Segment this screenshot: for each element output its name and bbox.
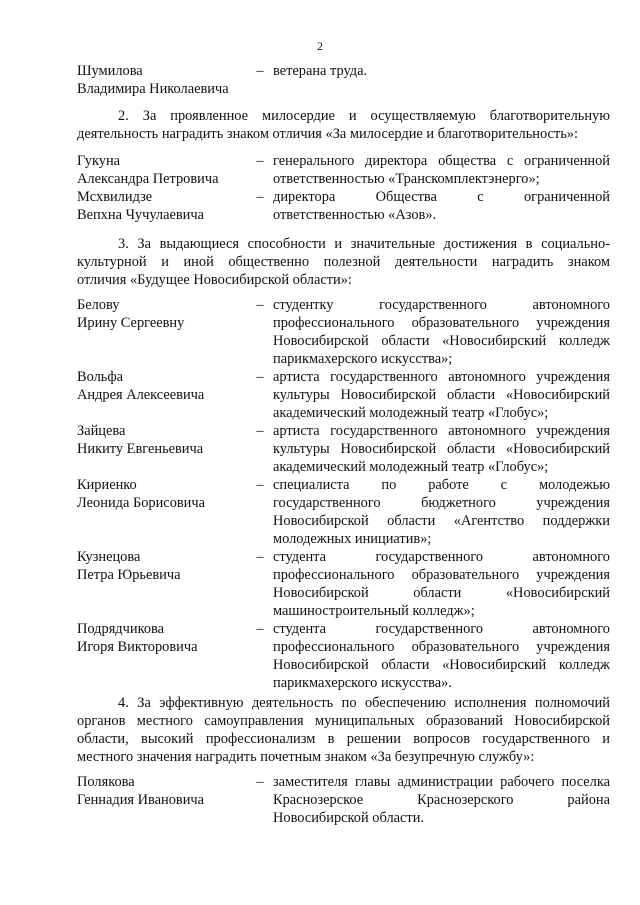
recipient-position (273, 62, 610, 80)
recipient-position-line: Краснозерское Краснозерского района (273, 792, 610, 808)
paragraph-line: отличия «Будущее Новосибирской области»: (77, 272, 352, 288)
recipient-position (273, 548, 610, 620)
dash-separator: – (256, 621, 264, 637)
paragraph-line: местного значения наградить почетным знаком «За безупречную службу»: (77, 749, 535, 765)
dash-separator: – (256, 63, 264, 79)
recipient-position-line: культуры Новосибирской области «Новосибирский (273, 387, 610, 403)
recipient-position-line: государственного бюджетного учреждения (273, 495, 610, 511)
recipient-name-line: Полякова (77, 774, 135, 790)
paragraph-line: 4. За эффективную деятельность по обеспечению исполнения полномочий (118, 695, 610, 711)
recipient-name-line: Гукуна (77, 153, 121, 169)
recipient-name-line: Петра Юрьевича (77, 567, 181, 583)
recipient-position (273, 152, 610, 188)
recipient-position-line: заместителя главы администрации рабочего поселка (273, 774, 610, 790)
paragraph-line: деятельность наградить знаком отличия «За милосердие и благотворительность»: (77, 126, 578, 142)
recipient-position-line: ответственностью «Азов». (273, 207, 437, 223)
section-paragraph (77, 694, 610, 766)
recipient-name-line: Кузнецова (77, 549, 141, 565)
recipient-name-line: Геннадия Ивановича (77, 792, 205, 808)
paragraph-line: 2. За проявленное милосердие и осуществляемую благотворительную (118, 108, 610, 124)
recipient-position-line: артиста государственного автономного учреждения (273, 423, 610, 439)
recipient-name-line: Вольфа (77, 369, 124, 385)
recipient-name (77, 422, 247, 458)
recipient-position-line: культуры Новосибирской области «Новосибирский (273, 441, 610, 457)
recipient-name-line: Александра Петровича (77, 171, 219, 187)
recipient-name-line: Игоря Викторовича (77, 639, 198, 655)
recipient-position-line: ветерана труда. (273, 63, 368, 79)
recipient-position-line: машиностроительный колледж»; (273, 603, 475, 619)
recipient-position (273, 368, 610, 422)
recipient-position-line: профессионального образовательного учреждения (273, 639, 610, 655)
recipient-name (77, 368, 247, 404)
dash-separator: – (256, 297, 264, 313)
recipient-position-line: студента государственного автономного (273, 549, 610, 565)
recipient-name (77, 62, 247, 98)
paragraph-line: области, высокий профессионализм в решении вопросов государственного и (77, 731, 610, 747)
recipient-position-line: парикмахерского искусства»; (273, 351, 453, 367)
recipient-position (273, 476, 610, 548)
recipient-position-line: ответственностью «Транскомплектэнерго»; (273, 171, 540, 187)
recipient-name (77, 476, 247, 512)
recipient-position-line: Новосибирской области «Агентство поддержки (273, 513, 610, 529)
recipient-position (273, 296, 610, 368)
recipient-position-line: студента государственного автономного (273, 621, 610, 637)
recipient-name-line: Ирину Сергеевну (77, 315, 185, 331)
recipient-position-line: студентку государственного автономного (273, 297, 610, 313)
recipient-name-line: Подрядчикова (77, 621, 165, 637)
dash-separator: – (256, 369, 264, 385)
recipient-position (273, 773, 610, 827)
recipient-position-line: профессионального образовательного учреждения (273, 567, 610, 583)
dash-separator: – (256, 153, 264, 169)
recipient-name (77, 188, 247, 224)
recipient-position-line: профессионального образовательного учреждения (273, 315, 610, 331)
recipient-position-line: артиста государственного автономного учреждения (273, 369, 610, 385)
recipient-position (273, 188, 610, 224)
paragraph-line: органов местного самоуправления муниципальных образований Новосибирской (77, 713, 610, 729)
paragraph-line: 3. За выдающиеся способности и значительные достижения в социально- (118, 236, 610, 252)
dash-separator: – (256, 477, 264, 493)
recipient-name-line: Кириенко (77, 477, 137, 493)
recipient-name (77, 773, 247, 809)
recipient-name-line: Мсхвилидзе (77, 189, 153, 205)
recipient-name-line: Белову (77, 297, 120, 313)
recipient-name-line: Шумилова (77, 63, 143, 79)
recipient-position (273, 620, 610, 692)
recipient-name-line: Владимира Николаевича (77, 81, 229, 97)
recipient-position-line: специалиста по работе с молодежью (273, 477, 610, 493)
recipient-name-line: Андрея Алексеевича (77, 387, 205, 403)
recipient-name-line: Никиту Евгеньевича (77, 441, 204, 457)
section-paragraph (77, 107, 610, 143)
recipient-name-line: Леонида Борисовича (77, 495, 206, 511)
dash-separator: – (256, 423, 264, 439)
recipient-position-line: Новосибирской области «Новосибирский (273, 585, 610, 601)
recipient-name (77, 296, 247, 332)
recipient-name-line: Вепхна Чучулаевича (77, 207, 204, 223)
page-number: 2 (317, 39, 323, 53)
recipient-position-line: Новосибирской области «Новосибирский колледж (273, 333, 610, 349)
recipient-position-line: молодежных инициатив»; (273, 531, 432, 547)
recipient-position-line: генерального директора общества с ограниченной (273, 153, 610, 169)
dash-separator: – (256, 189, 264, 205)
dash-separator: – (256, 549, 264, 565)
recipient-position-line: академический молодежный театр «Глобус»; (273, 405, 549, 421)
recipient-name (77, 152, 247, 188)
recipient-position-line: академический молодежный театр «Глобус»; (273, 459, 549, 475)
recipient-position-line: директора Общества с ограниченной (273, 189, 610, 205)
paragraph-line: культурной и иной общественно полезной деятельности наградить знаком (77, 254, 610, 270)
recipient-position-line: парикмахерского искусства». (273, 675, 452, 691)
dash-separator: – (256, 774, 264, 790)
recipient-position-line: Новосибирской области. (273, 810, 424, 826)
recipient-position (273, 422, 610, 476)
section-paragraph (77, 235, 610, 289)
recipient-name-line: Зайцева (77, 423, 126, 439)
recipient-name (77, 548, 247, 584)
recipient-position-line: Новосибирской области «Новосибирский колледж (273, 657, 610, 673)
recipient-name (77, 620, 247, 656)
